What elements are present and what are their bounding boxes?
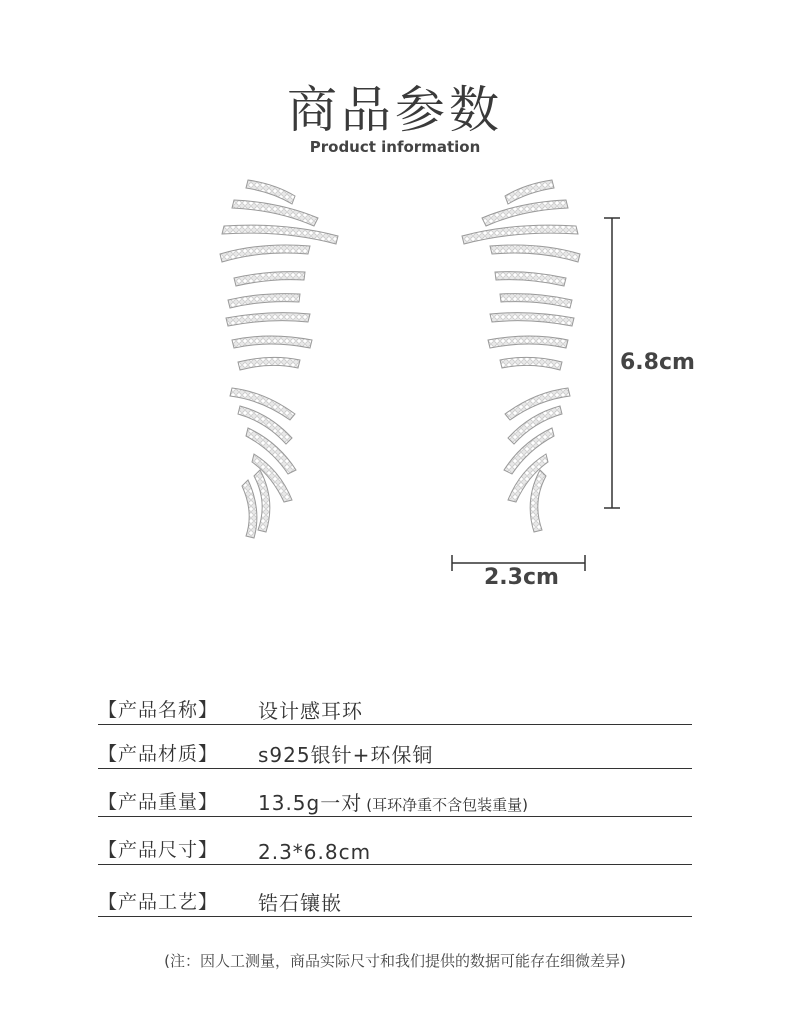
spec-value [258, 787, 528, 816]
right-earring [462, 180, 580, 532]
spec-row-size [98, 834, 692, 865]
spec-row-weight [98, 786, 692, 817]
spec-row-name [98, 694, 692, 725]
spec-value: 设计感耳环 [258, 699, 363, 723]
left-earring [220, 180, 338, 538]
spec-row-craft [98, 886, 692, 917]
height-dimension-label: 6.8cm [620, 350, 695, 375]
spec-label: 【产品尺寸】 [98, 839, 219, 861]
spec-value: 2.3*6.8cm [258, 840, 372, 864]
spec-weight-value: 13.5g一对 [258, 791, 363, 815]
height-dimension-line [604, 218, 620, 508]
spec-label: 【产品工艺】 [98, 891, 219, 913]
spec-label: 【产品重量】 [98, 791, 219, 813]
earrings-image [200, 170, 640, 590]
page-subtitle: Product information [309, 138, 481, 156]
spec-label: 【产品材质】 [98, 743, 219, 765]
width-dimension-label: 2.3cm [484, 565, 559, 590]
page-title: 商品参数 [287, 81, 503, 139]
spec-value: s925银针+环保铜 [258, 743, 434, 767]
spec-weight-note: (耳环净重不含包装重量) [366, 796, 528, 814]
measurement-footnote: (注：因人工测量，商品实际尺寸和我们提供的数据可能存在细微差异) [164, 952, 626, 970]
spec-label: 【产品名称】 [98, 699, 219, 721]
spec-value: 锆石镶嵌 [258, 891, 342, 915]
spec-row-material [98, 738, 692, 769]
